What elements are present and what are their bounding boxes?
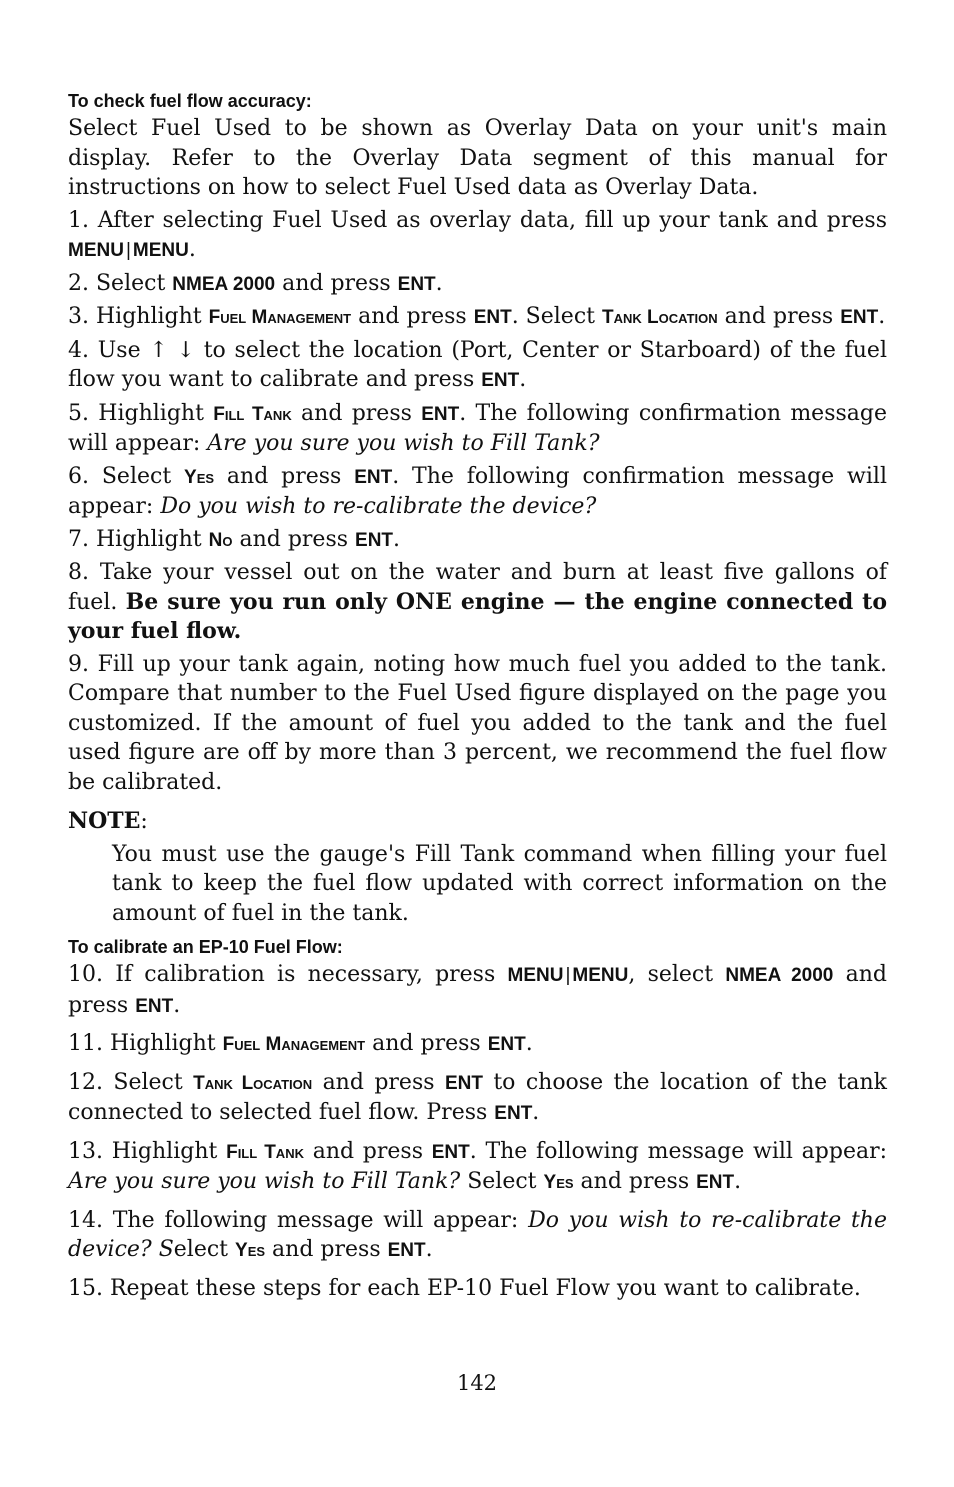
step-9: 9. Fill up your tank again, noting how much fuel you added to the tank. Compare that number to the Fuel Used figure displayed on the page you customized. If the amount of fuel you added to the tank and the fuel used figure are off by more than 3 percent, we recommend the fuel flow be calibrated.	[68, 651, 887, 795]
note-body: You must use the gauge's Fill Tank command when filling your fuel tank to keep the fuel flow updated with correct information on the amount of fuel in the tank.	[112, 841, 887, 926]
step-11: 11. Highlight Fuel Management and press ENT.	[68, 1031, 533, 1056]
manual-page	[68, 88, 887, 1306]
intro-paragraph: Select Fuel Used to be shown as Overlay Data on your unit's main display. Refer to the Overlay Data segment of this manual for instructions on how to select Fuel Used data as Overlay Data.	[68, 116, 887, 200]
page-number: 142	[456, 1371, 498, 1395]
step-14: 14. The following message will appear: Do you wish to re-calibrate the device? Select Yes and press ENT.	[68, 1207, 887, 1262]
step-15: 15. Repeat these steps for each EP-10 Fuel Flow you want to calibrate.	[68, 1275, 861, 1301]
step-13: 13. Highlight Fill Tank and press ENT. The following message will appear: Are you sure you wish to Fill Tank? Select Yes and press ENT.	[68, 1138, 888, 1194]
step-12: 12. Select Tank Location and press ENT to choose the location of the tank connected to selected fuel flow. Press ENT.	[68, 1069, 888, 1125]
step-5: 5. Highlight Fill Tank and press ENT. The following confirmation message will appear: Are you sure you wish to Fill Tank?	[68, 400, 887, 456]
note-label: NOTE:	[68, 808, 148, 834]
section-heading-calibrate: To calibrate an EP-10 Fuel Flow:	[68, 937, 343, 957]
arrow-keys-icon: ↑ ↓	[149, 337, 195, 363]
step-6: 6. Select Yes and press ENT. The following confirmation message will appear: Do you wish to re-calibrate the device?	[68, 463, 887, 519]
step-7: 7. Highlight No and press ENT.	[68, 526, 401, 552]
step-8: 8. Take your vessel out on the water and burn at least five gallons of fuel. Be sure you run only ONE engine — the engine connected to your fuel flow.	[68, 560, 887, 644]
section-heading-check-accuracy: To check fuel flow accuracy:	[68, 91, 312, 111]
step-2: 2. Select NMEA 2000 and press ENT.	[68, 270, 443, 296]
step-1: 1. After selecting Fuel Used as overlay data, fill up your tank and press MENU | MENU.	[68, 207, 887, 262]
step-3: 3. Highlight Fuel Management and press ENT. Select Tank Location and press ENT.	[68, 304, 886, 329]
step-4: 4. Use ↑ ↓ to select the location (Port, Center or Starboard) of the fuel flow you want to calibrate and press ENT.	[68, 337, 887, 392]
step-10: 10. If calibration is necessary, press MENU | MENU, select NMEA 2000 and press ENT.	[68, 962, 887, 1018]
